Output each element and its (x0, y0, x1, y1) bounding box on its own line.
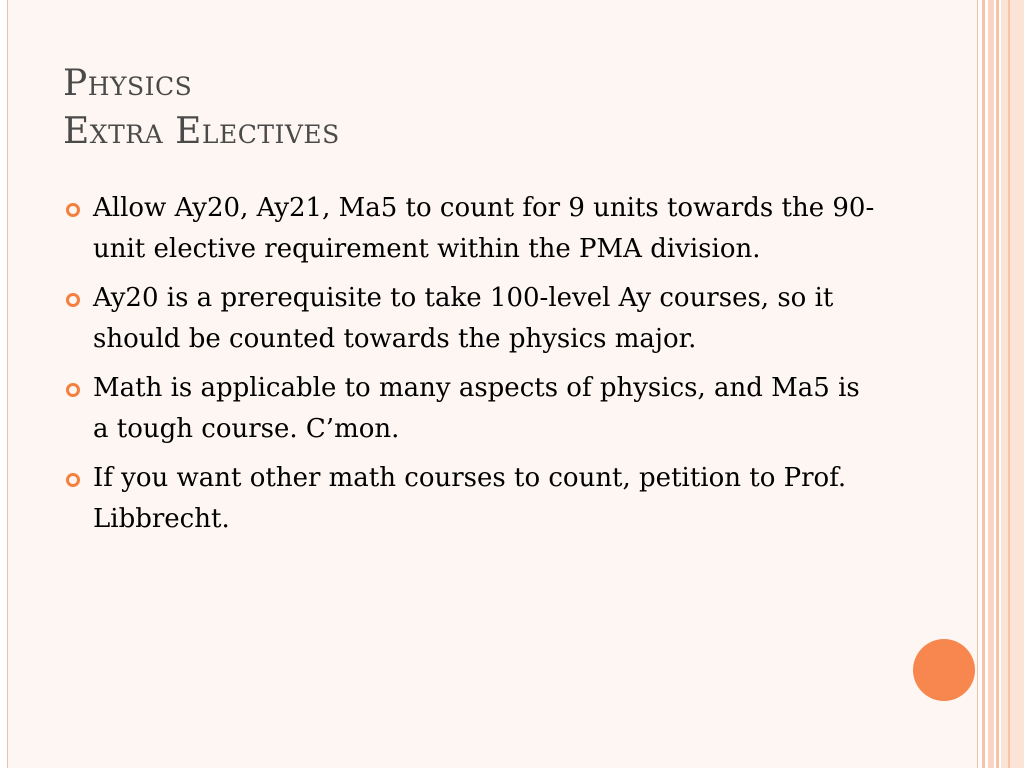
title-line-2: Extra Electives (63, 111, 340, 152)
bullet-item (62, 188, 882, 270)
ring-bullet-icon (66, 473, 80, 487)
bullet-text: Ay20 is a prerequisite to take 100-level Ay courses, so it should be counted towards the physics major. (93, 283, 834, 354)
bullet-item (62, 458, 882, 540)
bullet-text: If you want other math courses to count, petition to Prof. Libbrecht. (93, 463, 847, 534)
bullet-item (62, 278, 882, 360)
bullet-text: Allow Ay20, Ay21, Ma5 to count for 9 units towards the 90-unit elective requirement within the PMA division. (93, 193, 875, 264)
right-stripe-decoration (1008, 0, 1010, 768)
ring-bullet-icon (66, 383, 80, 397)
bullet-list (62, 188, 882, 548)
right-stripe-decoration (988, 0, 994, 768)
right-stripe-decoration (996, 0, 999, 768)
ring-bullet-icon (66, 293, 80, 307)
right-stripe-decoration (982, 0, 985, 768)
ring-bullet-icon (66, 203, 80, 217)
bullet-item (62, 368, 882, 450)
title-line-1: Physics (63, 63, 193, 104)
orange-circle-decoration (913, 639, 975, 701)
bullet-text: Math is applicable to many aspects of physics, and Ma5 is a tough course. C’mon. (93, 373, 860, 444)
right-stripe-decoration (1001, 0, 1024, 768)
slide-title (63, 60, 340, 156)
